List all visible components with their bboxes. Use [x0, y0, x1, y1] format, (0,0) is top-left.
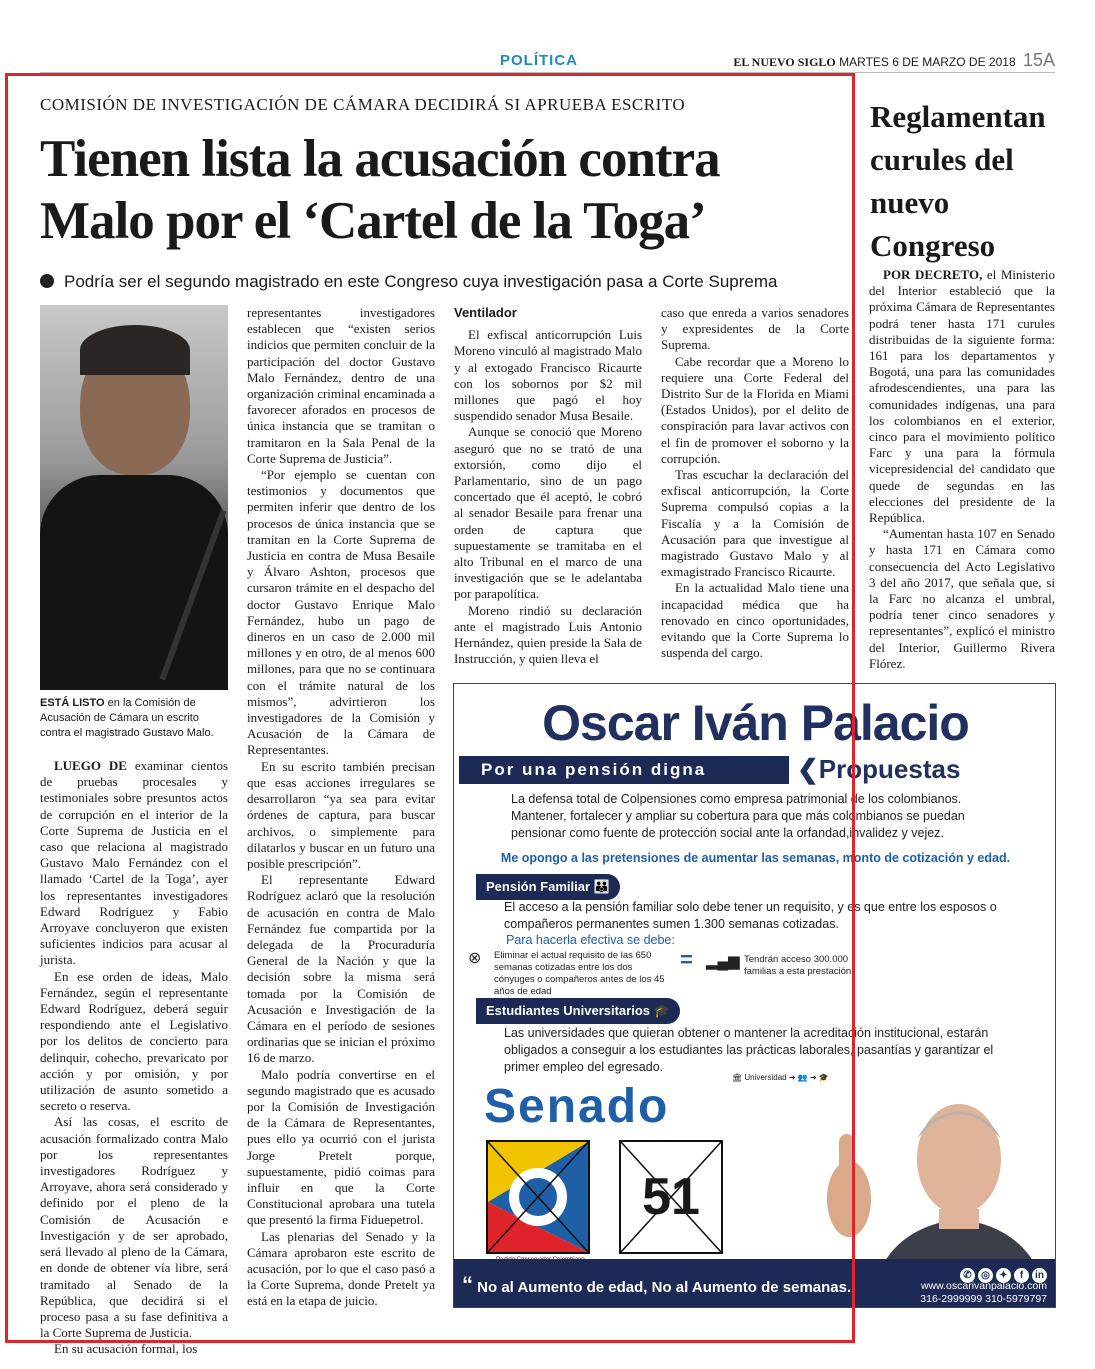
students-text: Las universidades que quieran obtener o mantener la acreditación institucional, estarán obligados a conseguir a los estudiantes las prácticas laborales, pasantías y garantizar el primer empleo del egresado.: [504, 1026, 994, 1074]
phone-numbers: 316-2999999 310-5979797: [920, 1293, 1047, 1305]
col4-paragraph: Cabe recordar que a Moreno lo requiere una Corte Federal del Distrito Sur de la Florida en Miami (Estados Unidos), por el delito de conspiración para lavar activos con el fin de promover el soborno y la corrupción.: [661, 353, 849, 466]
family-icon: 👪: [593, 879, 610, 894]
subheading: Ventilador: [454, 305, 517, 320]
article-headline: Tienen lista la acusación contra Malo por el ‘Cartel de la Toga’: [40, 130, 720, 250]
col2-paragraph: En su escrito también precisan que esas acciones irregulares se desarrollaron “ya sea para evitar órdenes de captura, para buscar archivos, o simplemente para dilatarlos y buscar en un futuro una posible prescripción”.: [247, 758, 435, 871]
ad-oppose: Me opongo a las pretensiones de aumentar las semanas, monto de cotización y edad.: [500, 851, 1011, 865]
ballot-number-text: 51: [642, 1168, 700, 1226]
ad-intro: La defensa total de Colpensiones como empresa patrimonial de los colombianos. Mantener, fortalecer y ampliar su cobertura para que más colombianos se puedan pensionar como fuente de protección social ante la orfandad,invalidez y vejez.: [511, 792, 965, 840]
col1-paragraph: Así las cosas, el escrito de acusación formalizado contra Malo por los representantes investigadores Rodríguez y Arroyave, ahora será considerado y definido por el pleno de la Comisión de Acusación e Investigación y de ser aprobado, será llevado al pleno de la Cámara, en donde de obtener vía libre, será tramitado al Senado de la República, que decidirá si el proceso pasa a su fase definitiva a la Corte Suprema de Justicia.: [40, 1114, 228, 1341]
col3-paragraph: El exfiscal anticorrupción Luis Moreno vinculó al magistrado Malo y al extogado Francisco Ricaurte con los sobornos por $2 mil millones que pagó el hoy suspendido senador Musa Besaile.: [454, 327, 642, 424]
paper-name: EL NUEVO SIGLO: [733, 55, 836, 69]
masthead: [733, 50, 1055, 71]
col1-paragraph: En ese orden de ideas, Malo Fernández, según el representante Edward Rodríguez, deberá seguir respondiendo ante el Legislativo por los delitos de concierto para delinquir, cohecho, prevaricato por acción y por omisión, y por utilización de asunto sometido a secreto o reserva.: [40, 968, 228, 1114]
col1-paragraph: examinar cientos de pruebas procesales y testimoniales sobre presuntos actos de corrupción en el interior de la Corte Suprema de Justicia en el caso que relaciona al magistrado Gustavo Malo Fernández con el llamado ‘Cartel de la Toga’, ayer los representantes investigadores Edward Rodríguez y Fabio Arroyave concluyeron que existen suficientes indicios para acusar al jurista.: [40, 758, 229, 968]
article-kicker: COMISIÓN DE INVESTIGACIÓN DE CÁMARA DECIDIRÁ SI APRUEBA ESCRITO: [40, 95, 686, 114]
graduation-cap-icon: 🎓: [653, 1003, 670, 1018]
col2-paragraph: “Por ejemplo se cuentan con testimonios y documentos que permiten inferir que dentro de los procesos de única instancia que se tramitan en la Corte Suprema de Justicia en contra de Musa Besaile y Álvaro Ashton, procesos que cursaron trámite en el despacho del doctor Gustavo Enrique Malo Fernández, hubo un pago de dineros en un caso de 2.000 mil millones y en otro, de al menos 600 millones, para que no se continuara con el trámite natural de los mismos”, advirtieron los investigadores de la Comisión y Acusación de la Cámara de Representantes.: [247, 467, 435, 758]
sidebar-headline: Reglamentan curules del nuevo Congreso: [870, 99, 1046, 263]
sidebar-paragraph: el Ministerio del Interior estableció que la próxima Cámara de Representantes podrá tener hasta 171 curules distribuidas de la siguiente forma: 161 para los departamentos y Bogotá, una para las comunidades afrodescendientes, una para las comunidades indígenas, una para los colombianos en el exterior, cinco para el movimiento político Farc y una para la fórmula vicepresidencial del candidato que quede de segundas en las elecciones del presidente de la República.: [869, 267, 1056, 526]
university-icon: 🏛 Universidad ➜ 👥 ➜ 🎓: [732, 1073, 829, 1082]
pension-result: Tendrán acceso 300.000 familias a esta prestación: [744, 954, 852, 977]
sidebar-body: [869, 267, 1055, 672]
col2-paragraph: Las plenarias del Senado y la Cámara aprobaron este escrito de acusación, por lo que el caso pasó a la Corte Suprema, donde Pretelt ya está en la etapa de juicio.: [247, 1228, 435, 1309]
section-label: POLÍTICA: [500, 52, 578, 69]
caption-lead: ESTÁ LISTO: [40, 697, 105, 709]
pension-title-label: Pensión Familiar: [486, 879, 591, 894]
chevron-left-icon: ❮: [797, 754, 819, 784]
facebook-icon: f: [1014, 1268, 1029, 1283]
linkedin-icon: in: [1032, 1268, 1047, 1283]
quote-mark-icon: “: [462, 1272, 473, 1297]
col1-paragraph: En su acusación formal, los: [54, 1341, 198, 1357]
caption-text: en la Comisión de Acusación de Cámara un escrito contra el magistrado Gustavo Malo.: [40, 697, 214, 739]
pension-requirement: Eliminar el actual requisito de las 650 semanas cotizadas entre los dos cónyuges o compañeros antes de los 45 años de edad: [494, 950, 665, 997]
page-number: 15A: [1022, 50, 1055, 70]
highlight-frame: [5, 73, 855, 1343]
col1-lead: LUEGO DE: [54, 758, 127, 773]
senado-label: Senado: [484, 1080, 670, 1133]
twitter-icon: ✦: [996, 1268, 1011, 1283]
col4-paragraph: caso que enreda a varios senadores y expresidentes de la Corte Suprema.: [661, 305, 849, 353]
pension-how: Para hacerla efectiva se debe:: [506, 933, 675, 947]
pension-text: El acceso a la pensión familiar solo debe tener un requisito, y es que entre los esposos o compañeros permanentes sumen 1.300 semanas cotizadas.: [504, 900, 997, 931]
contact-info: [920, 1280, 1047, 1306]
col3-paragraph: Aunque se conoció que Moreno aseguró que no se trató de una extorsión, como dijo el Parlamentario, sino de un pago concertado que él aceptó, le cobró al senador Besaile para frenar una orden de captura que supuestamente se tramitaba en el alto Tribunal en el marco de una investigación que se le adelantaba por parapolítica.: [454, 424, 642, 602]
website-link: www.oscarivanpalacio.com: [920, 1280, 1047, 1292]
candidate-name: Oscar Iván Palacio: [542, 695, 969, 751]
sidebar-lead: POR DECRETO,: [883, 267, 983, 282]
close-circle-icon: ⊗: [468, 950, 482, 967]
sidebar-paragraph: “Aumentan hasta 107 en Senado y hasta 171 en Cámara como consecuencia del Acto Legislativo 3 del año 2017, que señala que, si la Farc no alcanza el umbral, podría tener cinco senadores y representantes”, explicó el ministro del Interior, Guillermo Rivera Flórez.: [869, 526, 1055, 671]
quote-text: No al Aumento de edad, No al Aumento de semanas.: [477, 1279, 852, 1296]
students-title-label: Estudiantes Universitarios: [486, 1003, 650, 1018]
growth-chart-icon: ▂▄▆: [706, 953, 740, 970]
deck-text: Podría ser el segundo magistrado en este Congreso cuya investigación pasa a Corte Suprema: [64, 272, 778, 291]
instagram-icon: ◎: [978, 1268, 993, 1283]
col2-paragraph: El representante Edward Rodríguez aclaró que la resolución de acusación en contra de Malo Fernández fue compartida por la delegada de la Procuraduría General de la Nación y que la decisión sobre la misma será tomada por la Comisión de Acusación e Investigación de la Cámara en el período de sesiones ordinarias que se inician el próximo 16 de marzo.: [247, 872, 435, 1066]
col3-paragraph: Moreno rindió su declaración ante el magistrado Luis Antonio Hernández, quien preside la Sala de Instrucción, y quien lleva el: [454, 602, 642, 667]
col4-paragraph: En la actualidad Malo tiene una incapacidad médica que ha renovado en cinco oportunidades, evitando que la Corte Suprema lo suspenda del cargo.: [661, 580, 849, 661]
whatsapp-icon: ✆: [960, 1268, 975, 1283]
equals-icon: =: [680, 947, 693, 972]
issue-date: MARTES 6 DE MARZO DE 2018: [839, 55, 1016, 69]
propuestas-label: Propuestas: [818, 754, 961, 784]
col2-paragraph: representantes investigadores establecen que “existen serios indicios que permiten concluir de la participación del doctor Gustavo Malo Fernández, dentro de una organización criminal encaminada a favorecer aforados en procesos de única instancia que se tramitan o tramitaron en la Sala Penal de la Corte Suprema de Justicia”.: [247, 305, 435, 466]
col2-paragraph: Malo podría convertirse en el segundo magistrado que es acusado por la Comisión de Investigación de la Cámara de Representantes, pues ello ya ocurrió con el jurista Jorge Pretelt porque, supuestamente, pidió coimas para influir en que la Corte Constitucional aprobara una tutela que presentó la firma Fiduepetrol.: [247, 1066, 435, 1228]
col4-paragraph: Tras escuchar la declaración del exfiscal anticorrupción, la Corte Suprema compulsó copias a la Fiscalía y a la Comisión de Acusación para que investigue al magistrado Gustavo Malo y al exmagistrado Francisco Ricaurte.: [661, 467, 849, 580]
university-label: Universidad: [744, 1073, 787, 1082]
slogan-bar: Por una pensión digna: [459, 756, 789, 784]
